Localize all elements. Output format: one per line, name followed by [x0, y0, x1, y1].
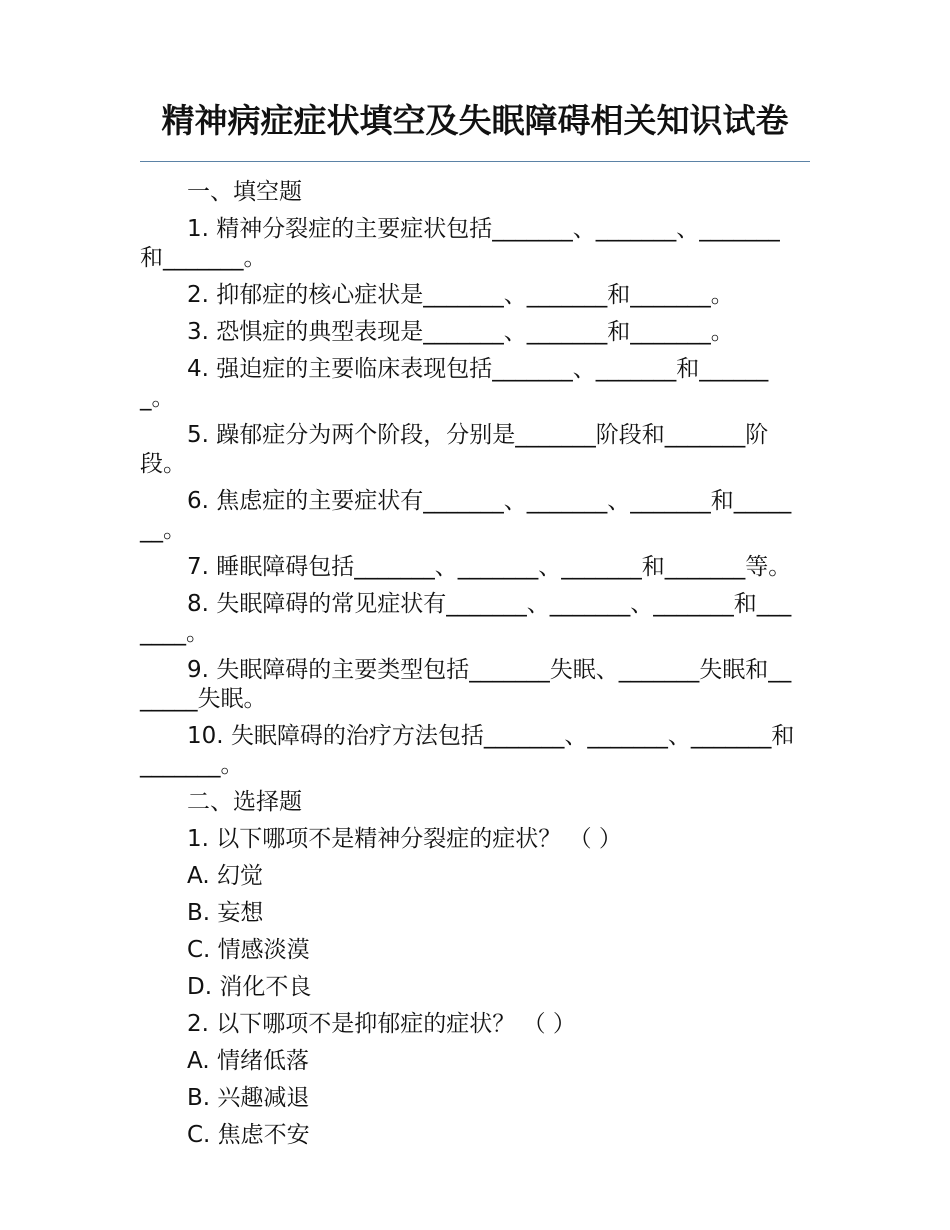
- fill-in-question-9: 9. 失眠障碍的主要类型包括_______失眠、_______失眠和_______失眠。: [140, 657, 792, 712]
- fill-in-question-2: 2. 抑郁症的核心症状是_______、_______和_______。: [187, 282, 734, 308]
- fill-in-question-5: 5. 躁郁症分为两个阶段，分别是_______阶段和_______阶段。: [140, 422, 769, 477]
- fill-in-question-3: 3. 恐惧症的典型表现是_______、_______和_______。: [187, 319, 734, 345]
- fill-in-question-7: 7. 睡眠障碍包括_______、_______、_______和_______等。: [187, 554, 792, 580]
- choice-q2-option-a: A. 情绪低落: [187, 1048, 309, 1074]
- choice-question-1: 1. 以下哪项不是精神分裂症的症状？ （ ）: [187, 826, 622, 852]
- choice-q1-option-d: D. 消化不良: [187, 974, 312, 1000]
- choice-q2-option-b: B. 兴趣减退: [187, 1085, 310, 1111]
- fill-in-question-8: 8. 失眠障碍的常见症状有_______、_______、_______和_______。: [140, 591, 792, 646]
- fill-in-question-10: 10. 失眠障碍的治疗方法包括_______、_______、_______和_______。: [140, 723, 795, 778]
- fill-in-question-4: 4. 强迫症的主要临床表现包括_______、_______和_______。: [140, 356, 769, 411]
- section-heading-multiple-choice: 二、选择题: [187, 789, 302, 815]
- section-heading-fill-in: 一、填空题: [187, 179, 302, 205]
- choice-question-2: 2. 以下哪项不是抑郁症的症状？ （ ）: [187, 1011, 576, 1037]
- document-body: [140, 178, 800, 1158]
- title-divider: [140, 161, 810, 162]
- document-title: 精神病症症状填空及失眠障碍相关知识试卷: [161, 101, 789, 140]
- choice-q2-option-c: C. 焦虑不安: [187, 1122, 310, 1148]
- fill-in-question-1: 1. 精神分裂症的主要症状包括_______、_______、_______和_______。: [140, 216, 780, 271]
- choice-q1-option-b: B. 妄想: [187, 900, 264, 926]
- choice-q1-option-a: A. 幻觉: [187, 863, 263, 889]
- fill-in-question-6: 6. 焦虑症的主要症状有_______、_______、_______和_______。: [140, 488, 792, 543]
- choice-q1-option-c: C. 情感淡漠: [187, 937, 310, 963]
